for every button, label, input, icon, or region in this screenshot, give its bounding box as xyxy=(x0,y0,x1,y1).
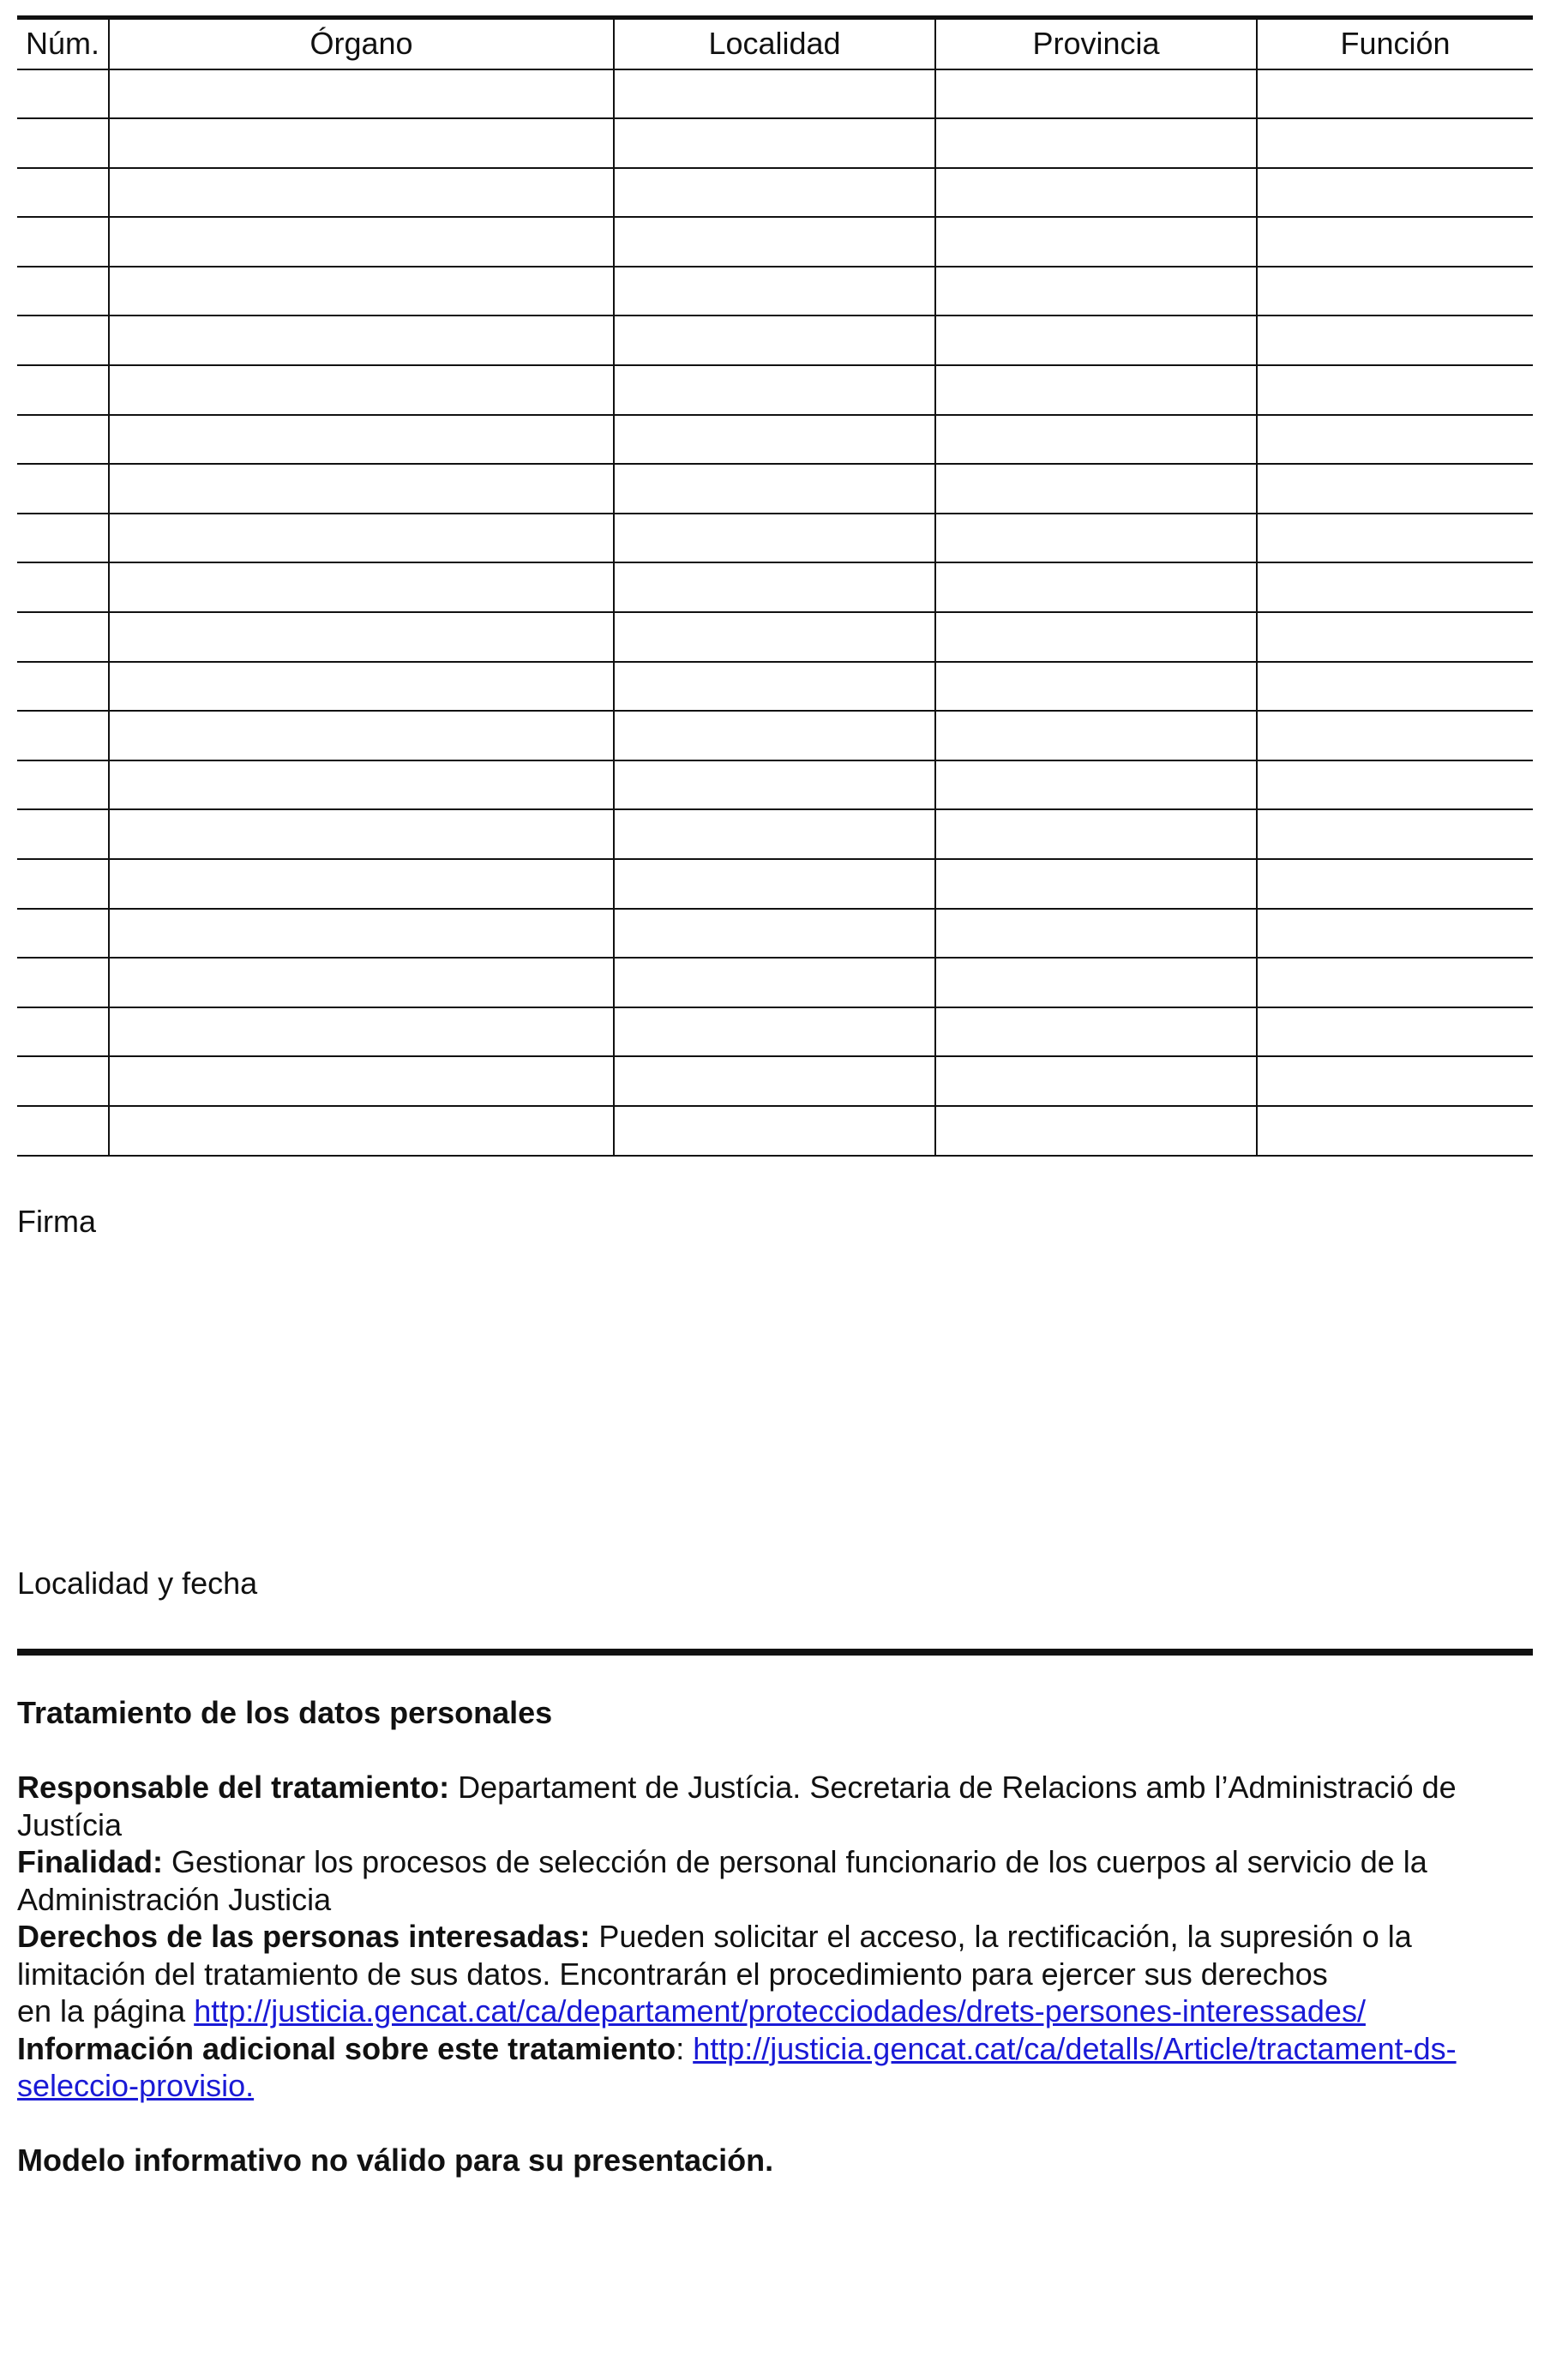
table-row xyxy=(17,514,1533,563)
table-cell[interactable] xyxy=(17,562,109,612)
table-row xyxy=(17,760,1533,810)
table-cell[interactable] xyxy=(935,217,1257,267)
table-cell[interactable] xyxy=(17,958,109,1007)
table-cell[interactable] xyxy=(17,514,109,563)
table-cell[interactable] xyxy=(109,662,614,712)
table-cell[interactable] xyxy=(935,514,1257,563)
table-row xyxy=(17,958,1533,1007)
table-cell[interactable] xyxy=(17,662,109,712)
table-cell[interactable] xyxy=(614,316,935,365)
privacy-title: Tratamiento de los datos personales xyxy=(17,1695,553,1730)
table-cell[interactable] xyxy=(17,316,109,365)
table-cell[interactable] xyxy=(935,118,1257,168)
table-cell[interactable] xyxy=(1257,859,1533,909)
table-cell[interactable] xyxy=(1257,1106,1533,1156)
info-separator: : xyxy=(676,2030,694,2066)
table-cell[interactable] xyxy=(614,859,935,909)
table-cell[interactable] xyxy=(935,1106,1257,1156)
table-cell[interactable] xyxy=(109,69,614,119)
table-cell[interactable] xyxy=(1257,612,1533,662)
table-cell[interactable] xyxy=(17,69,109,119)
table-cell[interactable] xyxy=(109,612,614,662)
table-cell[interactable] xyxy=(17,365,109,415)
table-cell[interactable] xyxy=(17,415,109,465)
table-cell[interactable] xyxy=(109,1106,614,1156)
table-cell[interactable] xyxy=(17,859,109,909)
table-cell[interactable] xyxy=(17,1007,109,1057)
table-cell[interactable] xyxy=(935,662,1257,712)
table-cell[interactable] xyxy=(17,760,109,810)
table-cell[interactable] xyxy=(17,464,109,514)
table-cell[interactable] xyxy=(935,760,1257,810)
table-row xyxy=(17,809,1533,859)
table-cell[interactable] xyxy=(17,168,109,218)
derechos-paragraph xyxy=(17,1918,1533,2030)
table-cell[interactable] xyxy=(109,118,614,168)
table-cell[interactable] xyxy=(614,809,935,859)
finalidad-paragraph xyxy=(17,1843,1533,1918)
table-cell[interactable] xyxy=(935,1056,1257,1106)
table-cell[interactable] xyxy=(614,415,935,465)
table-cell[interactable] xyxy=(109,1056,614,1106)
table-cell[interactable] xyxy=(1257,662,1533,712)
table-cell[interactable] xyxy=(1257,464,1533,514)
table-cell[interactable] xyxy=(109,859,614,909)
table-cell[interactable] xyxy=(614,1007,935,1057)
derechos-text: Pueden solicitar el acceso, la rectificación, la supresión o la limitación del tratamiento de sus datos. Encontrarán el procedimiento para ejercer sus derechos xyxy=(17,1919,1412,1992)
table-cell[interactable] xyxy=(1257,1007,1533,1057)
table-cell[interactable] xyxy=(614,69,935,119)
table-cell[interactable] xyxy=(1257,809,1533,859)
table-cell[interactable] xyxy=(1257,365,1533,415)
table-row xyxy=(17,909,1533,959)
table-cell[interactable] xyxy=(614,760,935,810)
table-cell[interactable] xyxy=(109,809,614,859)
table-cell[interactable] xyxy=(17,711,109,760)
info-link[interactable]: http://justicia.gencat.cat/ca/detalls/Article/tractament-ds-seleccio-provisio. xyxy=(17,2030,1457,2103)
header-num: Núm. xyxy=(17,18,109,69)
table-cell[interactable] xyxy=(935,909,1257,959)
table-cell[interactable] xyxy=(1257,760,1533,810)
table-row xyxy=(17,69,1533,119)
table-cell[interactable] xyxy=(614,1106,935,1156)
table-cell[interactable] xyxy=(935,69,1257,119)
derechos-link[interactable]: http://justicia.gencat.cat/ca/departament/protecciodades/drets-persones-interessades/ xyxy=(194,1993,1366,2028)
finalidad-label: Finalidad: xyxy=(17,1844,163,1879)
table-cell[interactable] xyxy=(109,217,614,267)
table-cell[interactable] xyxy=(614,168,935,218)
footer-note: Modelo informativo no válido para su presentación. xyxy=(17,2143,774,2178)
table-cell[interactable] xyxy=(1257,69,1533,119)
table-cell[interactable] xyxy=(614,562,935,612)
table-cell[interactable] xyxy=(1257,316,1533,365)
table-cell[interactable] xyxy=(109,316,614,365)
table-cell[interactable] xyxy=(614,909,935,959)
table-cell[interactable] xyxy=(109,365,614,415)
table-cell[interactable] xyxy=(614,958,935,1007)
table-row xyxy=(17,859,1533,909)
table-cell[interactable] xyxy=(109,909,614,959)
table-cell[interactable] xyxy=(109,168,614,218)
responsable-label: Responsable del tratamiento: xyxy=(17,1770,450,1805)
table-cell[interactable] xyxy=(1257,415,1533,465)
section-divider xyxy=(17,1649,1533,1656)
destinations-table xyxy=(17,15,1533,1157)
table-cell[interactable] xyxy=(109,415,614,465)
header-localidad: Localidad xyxy=(614,18,935,69)
table-cell[interactable] xyxy=(109,711,614,760)
table-cell[interactable] xyxy=(614,514,935,563)
table-cell[interactable] xyxy=(17,612,109,662)
responsable-paragraph xyxy=(17,1769,1533,1843)
header-organo: Órgano xyxy=(109,18,614,69)
firma-label: Firma xyxy=(17,1204,96,1239)
table-cell[interactable] xyxy=(935,562,1257,612)
table-cell[interactable] xyxy=(614,711,935,760)
table-cell[interactable] xyxy=(935,711,1257,760)
table-cell[interactable] xyxy=(614,365,935,415)
table-row xyxy=(17,168,1533,218)
finalidad-text: Gestionar los procesos de selección de personal funcionario de los cuerpos al servicio de la Administración Justicia xyxy=(17,1844,1427,1917)
table-body xyxy=(17,69,1533,1156)
table-cell[interactable] xyxy=(935,958,1257,1007)
table-row xyxy=(17,562,1533,612)
table-cell[interactable] xyxy=(1257,958,1533,1007)
table-row xyxy=(17,612,1533,662)
table-row xyxy=(17,365,1533,415)
table-row xyxy=(17,464,1533,514)
derechos-label: Derechos de las personas interesadas: xyxy=(17,1919,591,1954)
table-cell[interactable] xyxy=(1257,909,1533,959)
table-cell[interactable] xyxy=(17,909,109,959)
table-cell[interactable] xyxy=(109,267,614,316)
derechos-text-2: en la página xyxy=(17,1993,195,2028)
table-cell[interactable] xyxy=(935,1007,1257,1057)
table-cell[interactable] xyxy=(614,612,935,662)
table-cell[interactable] xyxy=(1257,711,1533,760)
table-row xyxy=(17,316,1533,365)
table-cell[interactable] xyxy=(1257,562,1533,612)
table-cell[interactable] xyxy=(1257,514,1533,563)
table-cell[interactable] xyxy=(614,1056,935,1106)
table-cell[interactable] xyxy=(17,217,109,267)
header-funcion: Función xyxy=(1257,18,1533,69)
table-cell[interactable] xyxy=(935,365,1257,415)
table-cell[interactable] xyxy=(109,562,614,612)
table-cell[interactable] xyxy=(17,1106,109,1156)
table-cell[interactable] xyxy=(17,809,109,859)
table-cell[interactable] xyxy=(109,1007,614,1057)
table-row xyxy=(17,1007,1533,1057)
header-provincia: Provincia xyxy=(935,18,1257,69)
table-cell[interactable] xyxy=(935,464,1257,514)
table-cell[interactable] xyxy=(109,958,614,1007)
responsable-text: Departament de Justícia. Secretaria de Relacions amb l’Administració de Justícia xyxy=(17,1770,1457,1842)
info-label: Información adicional sobre este tratamiento xyxy=(17,2030,676,2066)
privacy-section xyxy=(17,1694,1533,2179)
table-row xyxy=(17,711,1533,760)
table-cell[interactable] xyxy=(935,612,1257,662)
table-row xyxy=(17,267,1533,316)
table-row xyxy=(17,415,1533,465)
table-cell[interactable] xyxy=(1257,168,1533,218)
table-cell[interactable] xyxy=(109,464,614,514)
table-cell[interactable] xyxy=(935,415,1257,465)
info-paragraph xyxy=(17,2030,1533,2105)
table-cell[interactable] xyxy=(935,267,1257,316)
table-cell[interactable] xyxy=(17,1056,109,1106)
localidad-fecha-label: Localidad y fecha xyxy=(17,1566,258,1601)
table-cell[interactable] xyxy=(935,809,1257,859)
table-cell[interactable] xyxy=(109,760,614,810)
table-cell[interactable] xyxy=(1257,217,1533,267)
table-cell[interactable] xyxy=(614,267,935,316)
table-cell[interactable] xyxy=(614,662,935,712)
table-cell[interactable] xyxy=(1257,118,1533,168)
table-row xyxy=(17,1106,1533,1156)
table-row xyxy=(17,1056,1533,1106)
table-cell[interactable] xyxy=(1257,1056,1533,1106)
table-row xyxy=(17,217,1533,267)
table-cell[interactable] xyxy=(17,267,109,316)
table-header-row xyxy=(17,18,1533,69)
table-cell[interactable] xyxy=(614,464,935,514)
table-cell[interactable] xyxy=(935,168,1257,218)
table-cell[interactable] xyxy=(1257,267,1533,316)
table-row xyxy=(17,118,1533,168)
table-cell[interactable] xyxy=(614,118,935,168)
table-cell[interactable] xyxy=(935,859,1257,909)
table-row xyxy=(17,662,1533,712)
table-cell[interactable] xyxy=(17,118,109,168)
table-cell[interactable] xyxy=(614,217,935,267)
table-cell[interactable] xyxy=(109,514,614,563)
table-cell[interactable] xyxy=(935,316,1257,365)
